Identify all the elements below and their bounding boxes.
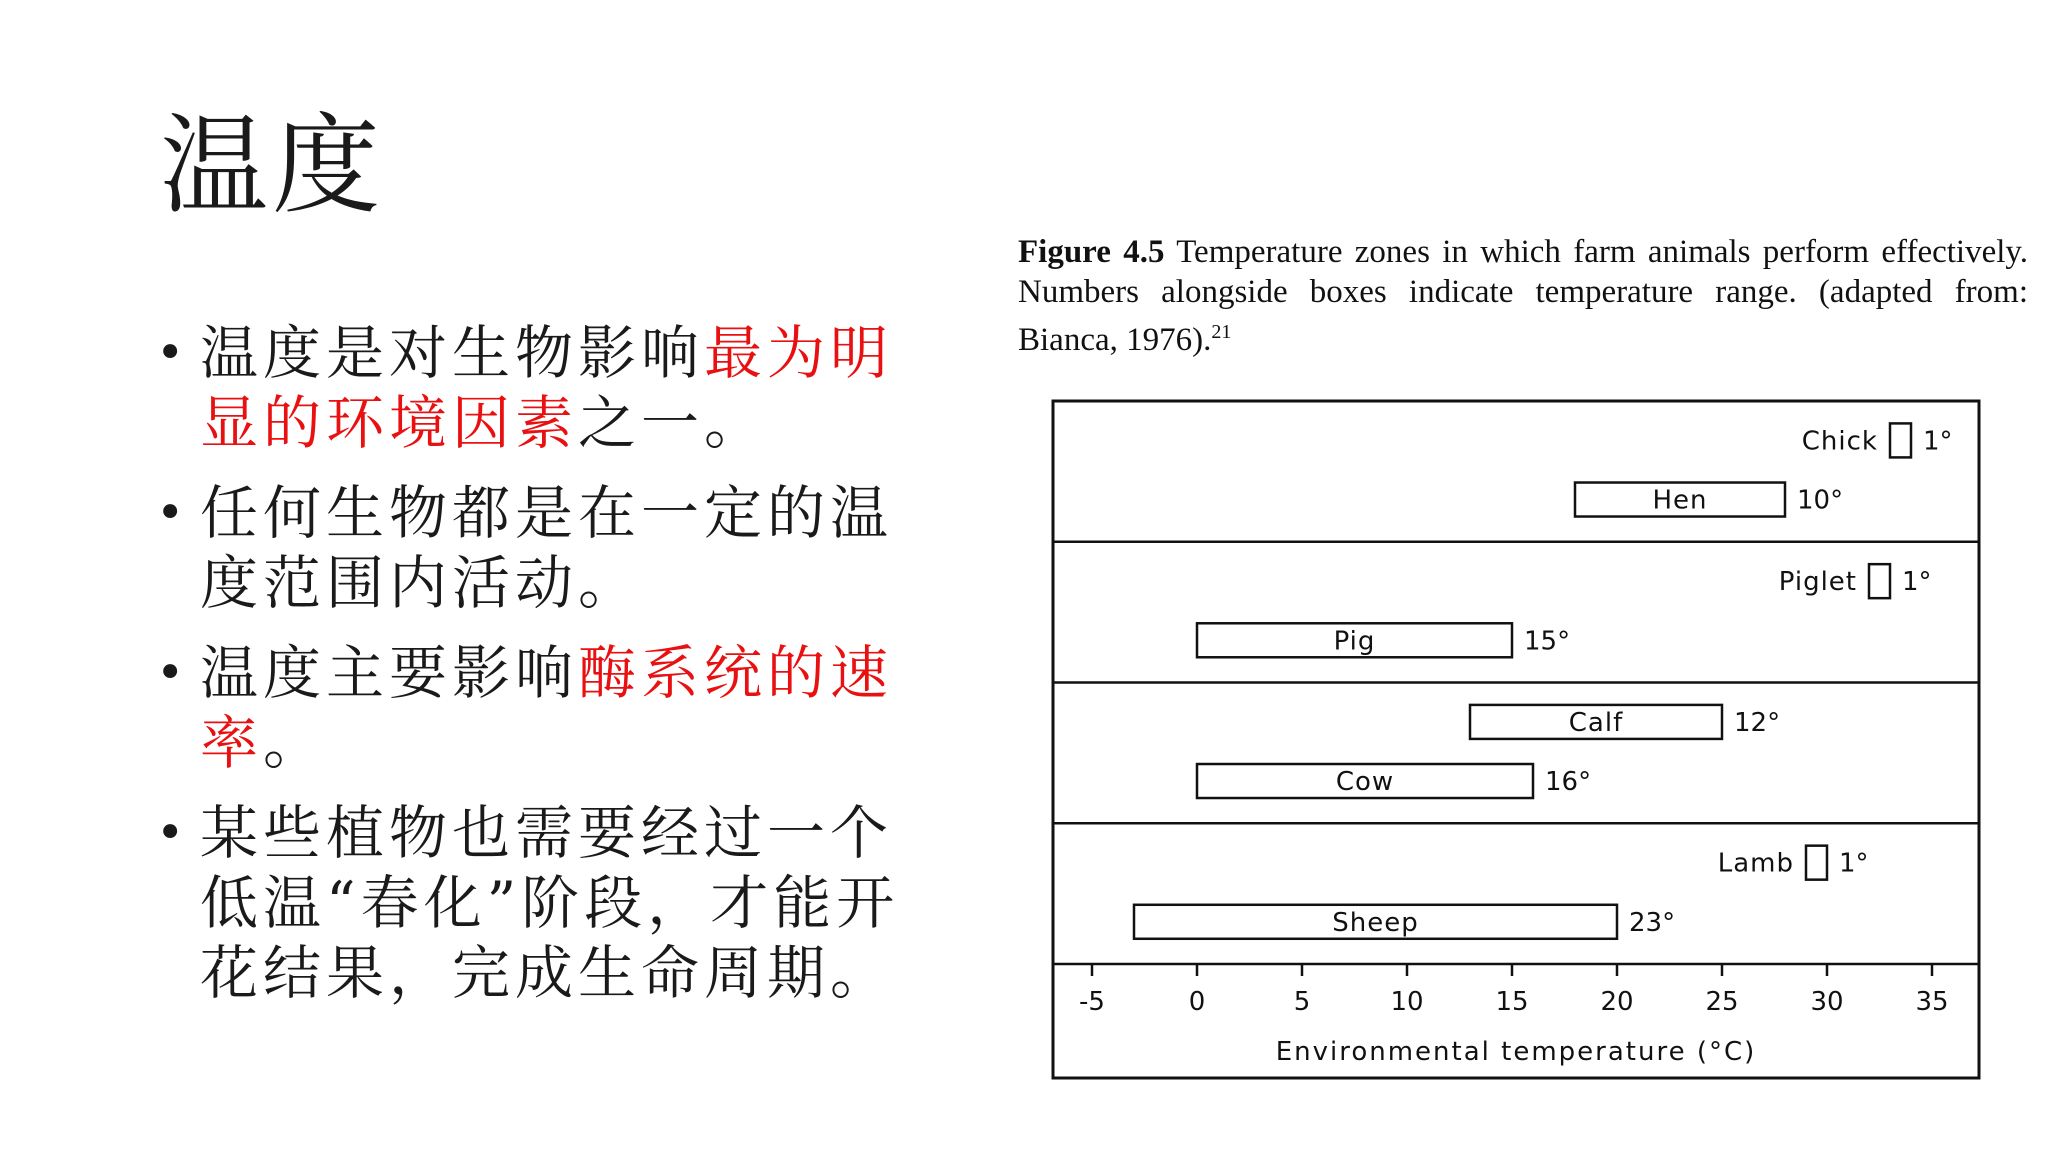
bullet-item [150, 478, 950, 618]
bullet-marker: • [156, 325, 190, 381]
range-bar-chick [1890, 423, 1911, 457]
range-label-cow: 16° [1545, 767, 1592, 798]
chart-svg [1050, 398, 1983, 1082]
x-tick-label: 10 [1390, 987, 1424, 1017]
range-label-lamb: 1° [1839, 848, 1869, 879]
slide-title: 温度 [160, 104, 385, 229]
x-tick-label: 20 [1600, 987, 1634, 1017]
range-bar-piglet [1869, 564, 1890, 598]
bullet-text: 之一。 [578, 389, 768, 457]
x-axis-label: Environmental temperature (°C) [1275, 1037, 1757, 1067]
figure-label: Figure 4.5 [1018, 234, 1165, 270]
bullet-marker: • [156, 645, 190, 701]
x-tick-label: 25 [1705, 987, 1739, 1017]
x-tick-label: 0 [1188, 987, 1206, 1017]
bar-label-hen: Hen [1652, 485, 1708, 516]
range-label-hen: 10° [1797, 485, 1844, 516]
x-tick-label: -5 [1079, 987, 1105, 1017]
range-bar-lamb [1806, 846, 1827, 880]
bar-label-piglet: Piglet [1778, 567, 1857, 598]
bullet-marker: • [156, 485, 190, 541]
bullet-marker: • [156, 805, 190, 861]
bar-label-calf: Calf [1568, 707, 1624, 738]
bullet-list [150, 318, 950, 1028]
range-label-piglet: 1° [1902, 567, 1932, 598]
bullet-text: 温度主要影响 [200, 639, 579, 707]
bullet-text: 。 [263, 709, 327, 777]
bar-label-lamb: Lamb [1717, 848, 1794, 879]
x-tick-label: 5 [1293, 987, 1311, 1017]
bar-label-pig: Pig [1333, 626, 1376, 657]
figure-reference: 21 [1211, 321, 1232, 343]
bullet-text: 温度是对生物影响 [200, 319, 705, 387]
range-label-calf: 12° [1734, 707, 1781, 738]
x-tick-label: 30 [1810, 987, 1844, 1017]
figure-caption [1018, 232, 2028, 360]
bullet-item [150, 638, 950, 778]
x-tick-label: 15 [1495, 987, 1529, 1017]
range-label-chick: 1° [1923, 426, 1953, 457]
bar-label-chick: Chick [1801, 426, 1878, 457]
highlighted-text: 最为明显的环境因素 [200, 319, 894, 457]
range-label-pig: 15° [1524, 626, 1571, 657]
range-label-sheep: 23° [1629, 907, 1676, 938]
bullet-item [150, 798, 950, 1008]
bullet-text: 任何生物都是在一定的温度范围内活动。 [200, 479, 894, 617]
bar-label-cow: Cow [1335, 767, 1395, 798]
temperature-zone-chart [1050, 398, 1983, 1082]
bullet-item [150, 318, 950, 458]
x-tick-label: 35 [1915, 987, 1949, 1017]
figure-caption-text: Temperature zones in which farm animals perform effectively. Numbers alongside boxes indicate temperature range. (adapted from: Bianca, 1976). [1018, 234, 2028, 358]
bullet-text: 某些植物也需要经过一个低温“春化”阶段，才能开花结果，完成生命周期。 [200, 799, 900, 1007]
highlighted-text: 酶系统的速率 [200, 639, 894, 777]
bar-label-sheep: Sheep [1332, 907, 1419, 938]
